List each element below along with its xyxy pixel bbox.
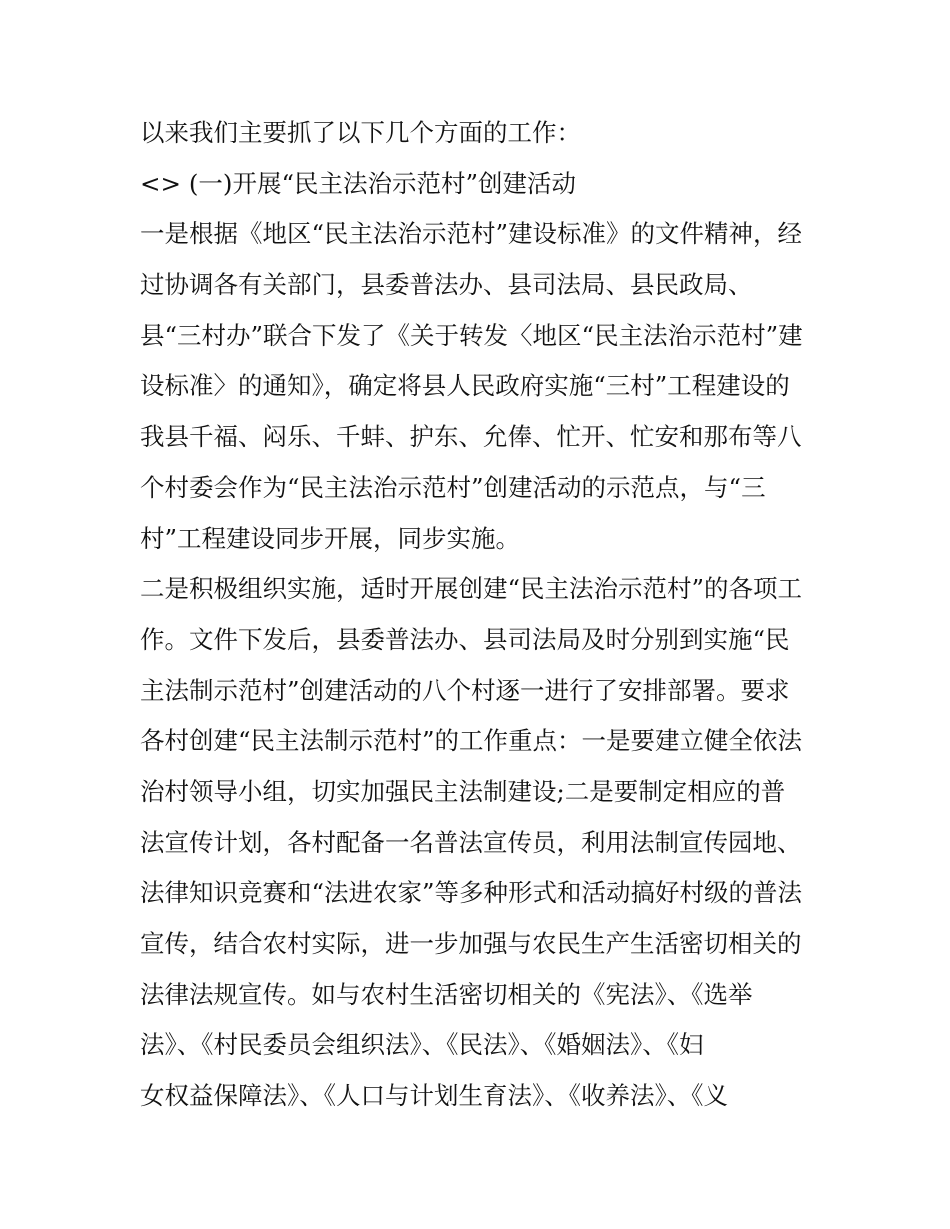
text-line: 个村委会作为“民主法治示范村”创建活动的示范点，与“三 bbox=[140, 472, 766, 502]
section-heading: <> (一)开展“民主法治示范村”创建活动 bbox=[140, 168, 577, 198]
text-line: 法宣传计划，各村配备一名普法宣传员，利用法制宣传园地、 bbox=[140, 827, 802, 857]
text-line: 过协调各有关部门，县委普法办、县司法局、县民政局、 bbox=[140, 270, 753, 300]
text-line: 法律知识竞赛和“法进农家”等多种形式和活动搞好村级的普法 bbox=[140, 878, 803, 908]
text-line: 宣传，结合农村实际，进一步加强与农民生产生活密切相关的 bbox=[140, 929, 802, 958]
text-line: 法》、《村民委员会组织法》、《民法》、《婚姻法》、《妇 bbox=[140, 1030, 704, 1060]
text-line: 以来我们主要抓了以下几个方面的工作： bbox=[140, 118, 581, 147]
text-line: 法律法规宣传。如与农村生活密切相关的《宪法》、《选举 bbox=[140, 979, 753, 1009]
text-line: 女权益保障法》、《人口与计划生育法》、《收养法》、《义 bbox=[140, 1081, 728, 1111]
text-line: 设标准〉的通知》，确定将县人民政府实施“三村”工程建设的 bbox=[140, 371, 790, 401]
document-body bbox=[140, 108, 820, 1122]
text-line: 作。文件下发后，县委普法办、县司法局及时分别到实施“民 bbox=[140, 624, 790, 654]
text-line: 二是积极组织实施，适时开展创建“民主法治示范村”的各项工 bbox=[140, 574, 803, 604]
text-line: 我县千福、闷乐、千蚌、护东、允俸、忙开、忙安和那布等八 bbox=[140, 422, 802, 452]
text-line: 主法制示范村”创建活动的八个村逐一进行了安排部署。要求 bbox=[140, 675, 790, 705]
text-line: 村”工程建设同步开展，同步实施。 bbox=[140, 523, 521, 553]
text-line: 县“三村办”联合下发了《关于转发〈地区“民主法治示范村”建 bbox=[140, 320, 803, 350]
text-line: 一是根据《地区“民主法治示范村”建设标准》的文件精神，经 bbox=[140, 219, 803, 249]
text-line: 各村创建“民主法制示范村”的工作重点：一是要建立健全依法 bbox=[140, 726, 803, 756]
text-line: 治村领导小组，切实加强民主法制建设;二是要制定相应的普 bbox=[140, 776, 786, 806]
